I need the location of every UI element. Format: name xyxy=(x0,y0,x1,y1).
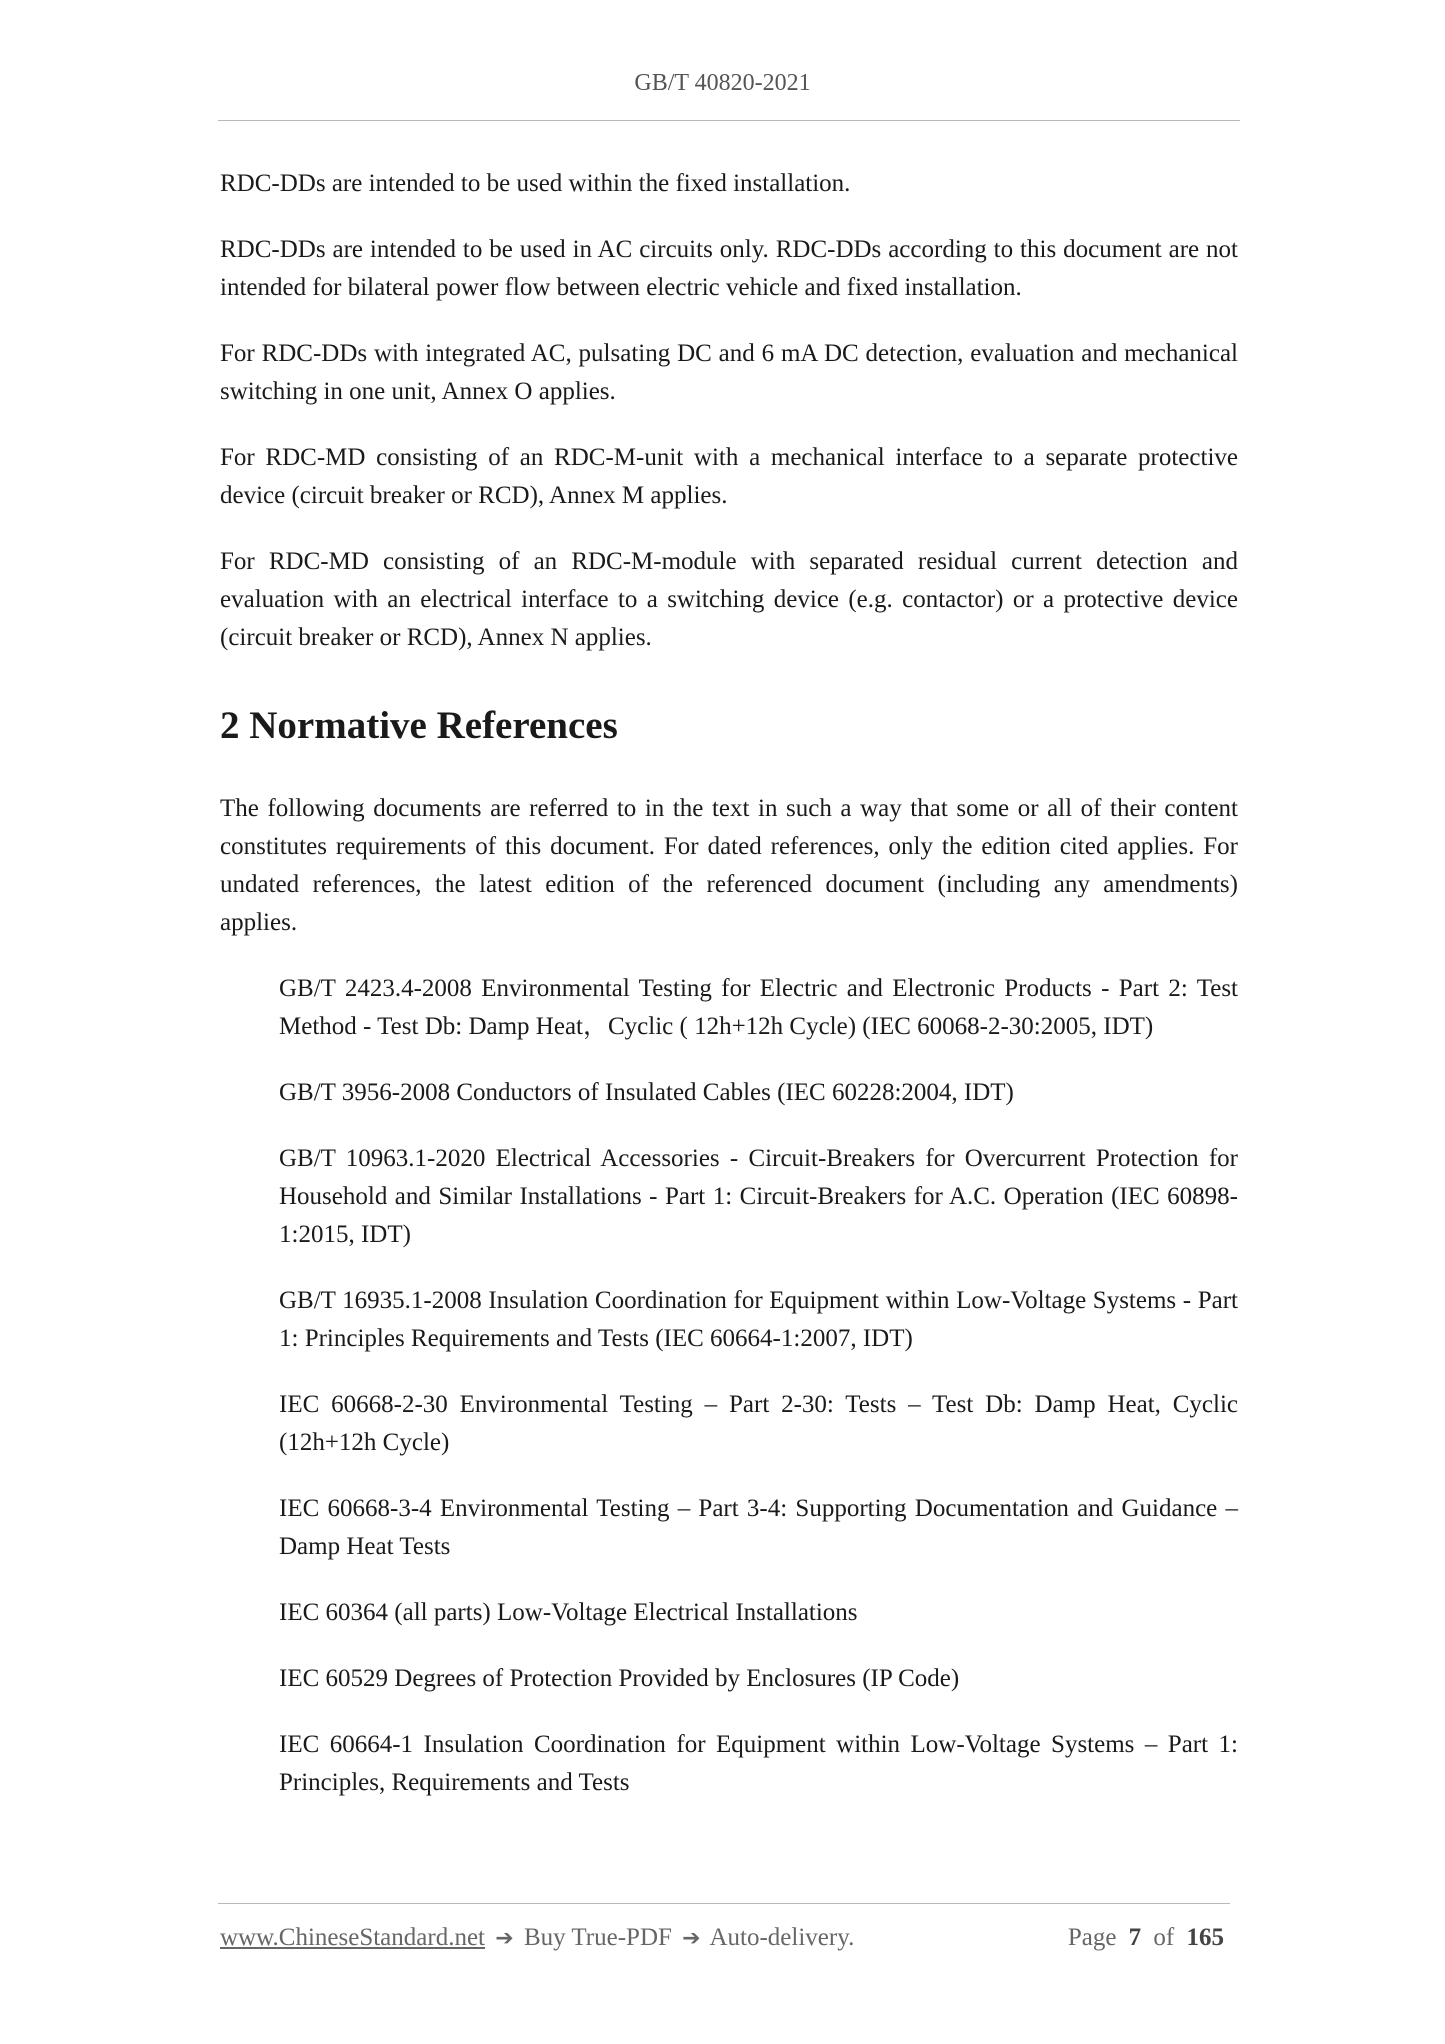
scope-paragraph: For RDC-DDs with integrated AC, pulsating DC and 6 mA DC detection, evaluation and mechanical switching in one unit, Annex O applies. xyxy=(220,340,1238,405)
page-content xyxy=(220,165,1238,1830)
section-heading-normative-references: 2 Normative References xyxy=(220,704,618,747)
scope-paragraph: RDC-DDs are intended to be used within the fixed installation. xyxy=(220,170,851,197)
footer-purchase-info xyxy=(220,1924,854,1952)
document-code-header: GB/T 40820-2021 xyxy=(634,70,811,96)
total-pages-number: 165 xyxy=(1186,1924,1224,1951)
reference-item: IEC 60668-3-4 Environmental Testing – Part 3-4: Supporting Documentation and Guidance – Damp Heat Tests xyxy=(279,1495,1238,1560)
reference-item: IEC 60668-2-30 Environmental Testing – Part 2-30: Tests – Test Db: Damp Heat, Cyclic (12h+12h Cycle) xyxy=(279,1391,1238,1456)
right-arrow-icon: ➔ xyxy=(495,1926,514,1951)
footer-buy-text: Buy True-PDF xyxy=(523,1924,672,1951)
page-footer xyxy=(220,1924,1230,1958)
reference-item: GB/T 2423.4-2008 Environmental Testing for Electric and Electronic Products - Part 2: Test Method - Test Db: Damp Heat，Cyclic ( 12h+12h Cycle) (IEC 60068-2-30:2005, IDT) xyxy=(279,975,1238,1040)
scope-paragraph: RDC-DDs are intended to be used in AC circuits only. RDC-DDs according to this document are not intended for bilateral power flow between electric vehicle and fixed installation. xyxy=(220,236,1238,301)
page-indicator xyxy=(1068,1924,1230,1952)
website-link[interactable]: www.ChineseStandard.net xyxy=(220,1924,485,1951)
section-intro-paragraph: The following documents are referred to in the text in such a way that some or all of their content constitutes requirements of this document. For dated references, only the edition cited applies. For undated references, the latest edition of the referenced document (including any amendments) applies. xyxy=(220,795,1238,936)
header-divider xyxy=(218,120,1240,121)
scope-paragraph: For RDC-MD consisting of an RDC-M-unit with a mechanical interface to a separate protective device (circuit breaker or RCD), Annex M applies. xyxy=(220,444,1238,509)
reference-item: IEC 60664-1 Insulation Coordination for Equipment within Low-Voltage Systems – Part 1: Principles, Requirements and Tests xyxy=(279,1731,1238,1796)
footer-delivery-text: Auto-delivery. xyxy=(709,1924,855,1951)
footer-divider xyxy=(218,1903,1230,1904)
of-label: of xyxy=(1153,1924,1175,1951)
current-page-number: 7 xyxy=(1128,1924,1142,1951)
reference-item: IEC 60529 Degrees of Protection Provided by Enclosures (IP Code) xyxy=(279,1665,960,1692)
reference-item: GB/T 10963.1-2020 Electrical Accessories - Circuit-Breakers for Overcurrent Protection for Household and Similar Installations - Part 1: Circuit-Breakers for A.C. Operation (IEC 60898-1:2015, IDT) xyxy=(279,1145,1238,1248)
reference-list xyxy=(220,970,1238,1802)
scope-paragraph: For RDC-MD consisting of an RDC-M-module with separated residual current detection and evaluation with an electrical interface to a switching device (e.g. contactor) or a protective device (circuit breaker or RCD), Annex N applies. xyxy=(220,548,1238,651)
reference-item: GB/T 3956-2008 Conductors of Insulated Cables (IEC 60228:2004, IDT) xyxy=(279,1079,1014,1106)
right-arrow-icon: ➔ xyxy=(682,1926,701,1951)
reference-item: GB/T 16935.1-2008 Insulation Coordination for Equipment within Low-Voltage Systems - Part 1: Principles Requirements and Tests (IEC 60664-1:2007, IDT) xyxy=(279,1287,1238,1352)
page-label: Page xyxy=(1067,1924,1117,1951)
reference-item: IEC 60364 (all parts) Low-Voltage Electrical Installations xyxy=(279,1599,858,1626)
